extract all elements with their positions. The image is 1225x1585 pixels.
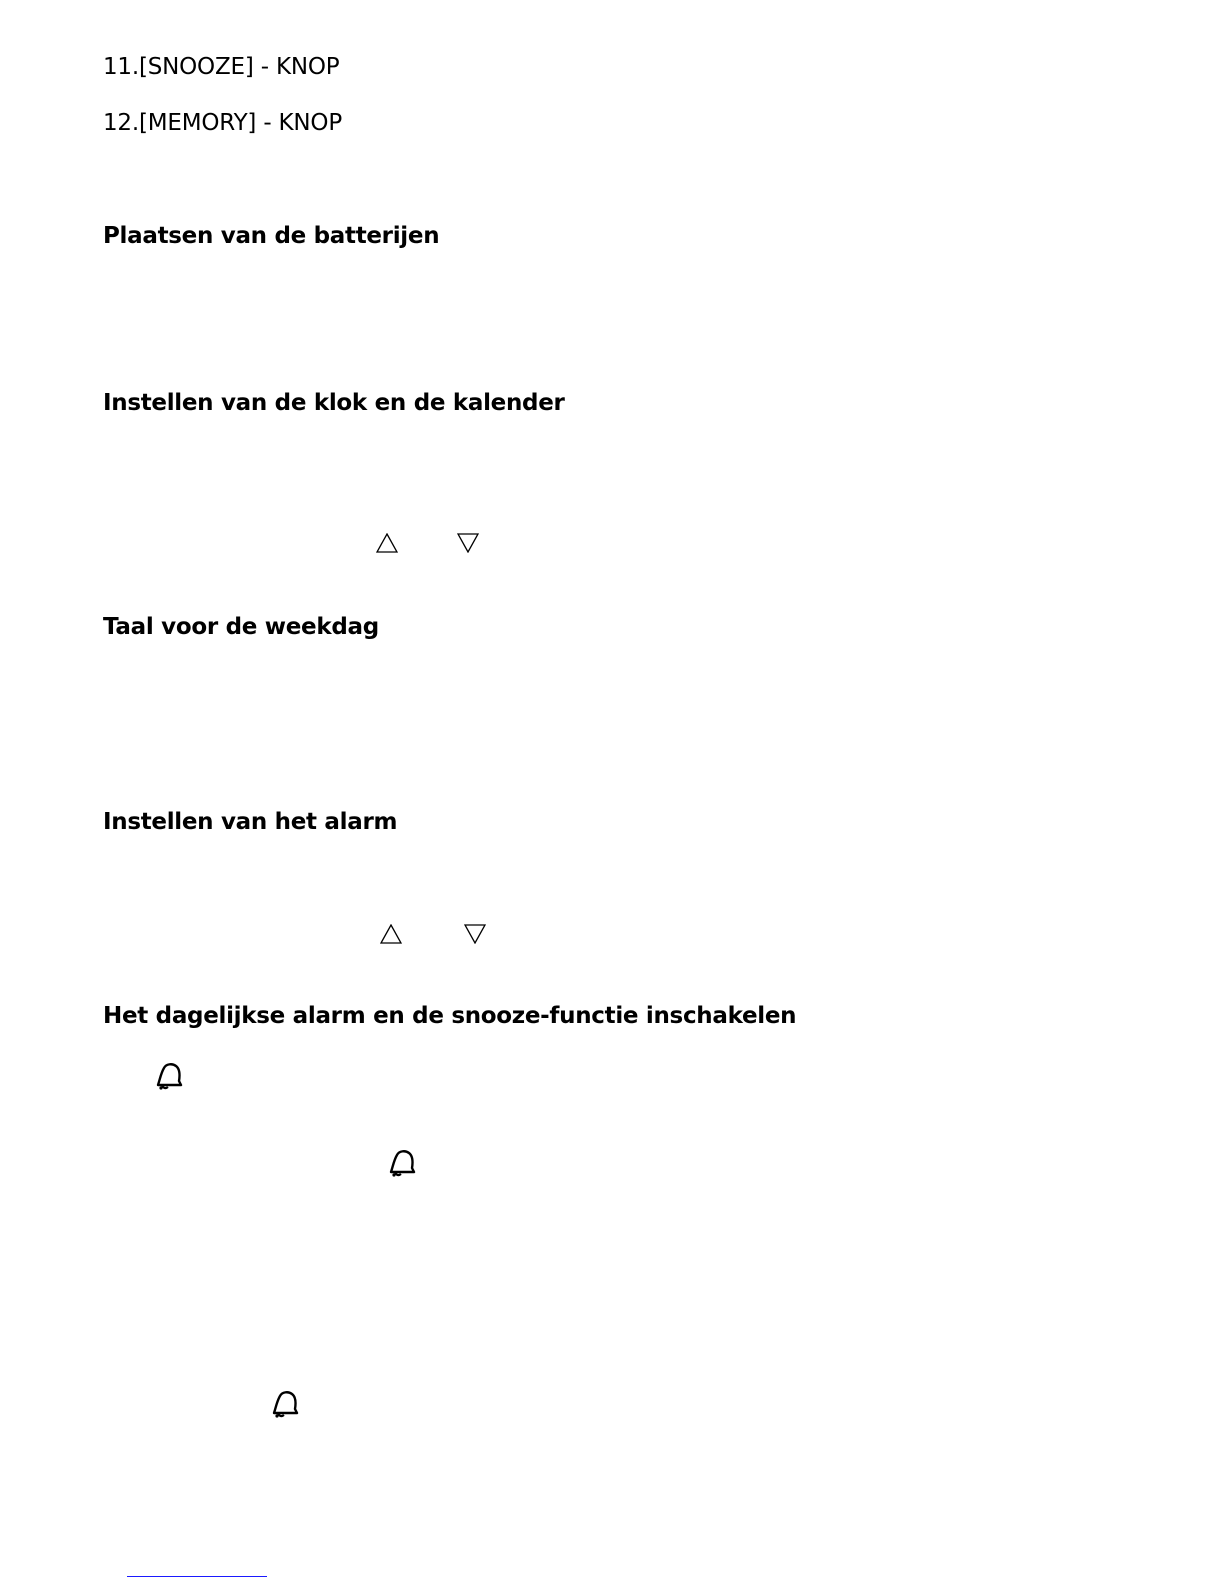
- alarm-bell-icon: [267, 1389, 303, 1421]
- heading-daily-alarm-snooze: Het dagelijkse alarm en de snooze-functie inschakelen: [103, 1003, 797, 1029]
- heading-alarm-setting: Instellen van het alarm: [103, 809, 398, 835]
- heading-clock-calendar: Instellen van de klok en de kalender: [103, 390, 565, 416]
- list-item-memory-button: 12.[MEMORY] - KNOP: [103, 110, 342, 136]
- footnote-separator: [127, 1576, 267, 1577]
- heading-weekday-language: Taal voor de weekdag: [103, 614, 379, 640]
- down-triangle-icon: [457, 533, 479, 553]
- down-triangle-icon: [464, 924, 486, 944]
- alarm-bell-icon: [151, 1061, 187, 1093]
- alarm-bell-icon: [384, 1148, 420, 1180]
- up-triangle-icon: [380, 924, 402, 944]
- up-triangle-icon: [376, 533, 398, 553]
- heading-batteries: Plaatsen van de batterijen: [103, 223, 440, 249]
- list-item-snooze-button: 11.[SNOOZE] - KNOP: [103, 54, 340, 80]
